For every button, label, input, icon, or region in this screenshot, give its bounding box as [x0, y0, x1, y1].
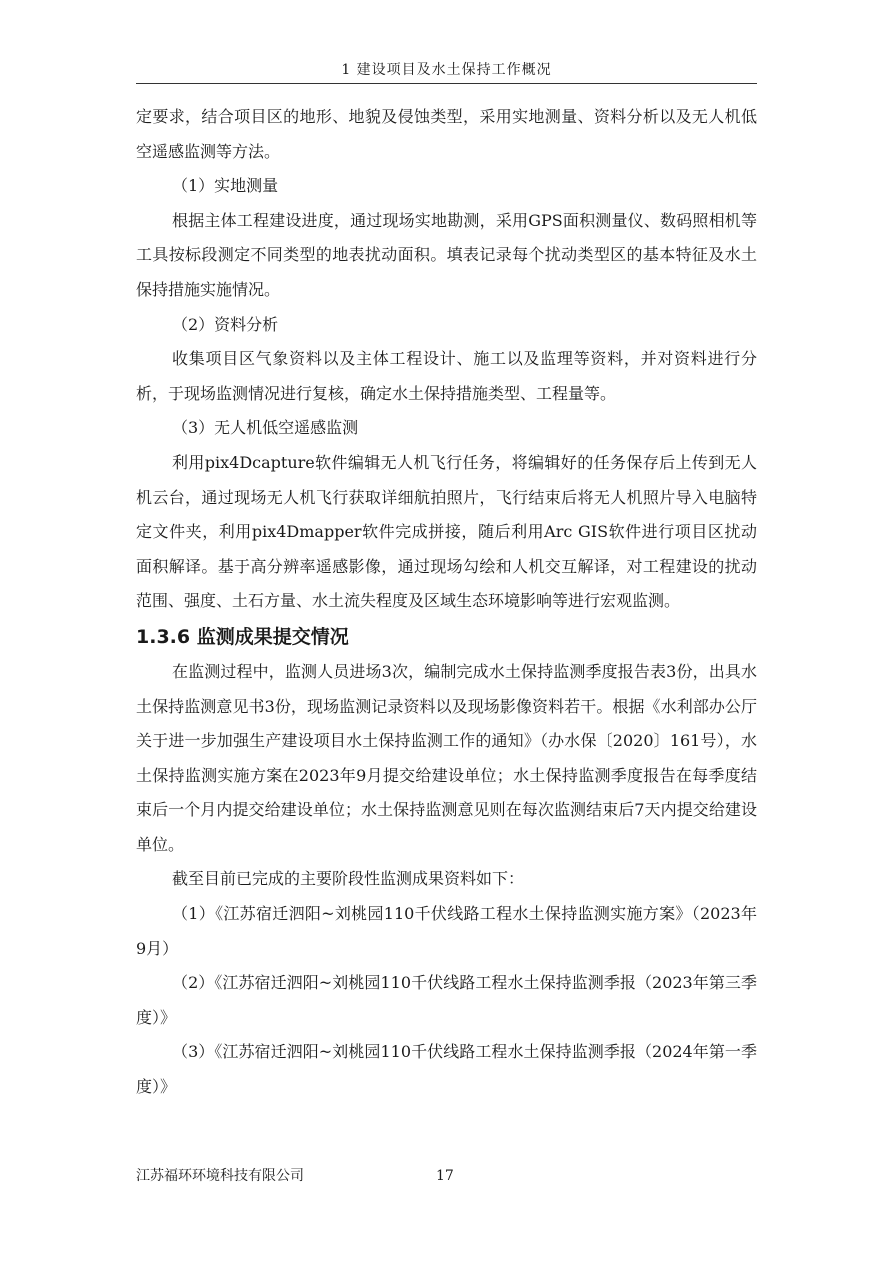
page-number: 17 — [436, 1168, 454, 1184]
result-item: （2）《江苏宿迁泗阳~刘桃园110千伏线路工程水土保持监测季报（2023年第三季度）》 — [136, 973, 757, 1027]
paragraph-submission: 在监测过程中，监测人员进场3次，编制完成水土保持监测季度报告表3份，出具水土保持监测意见书3份，现场监测记录资料以及现场影像资料若干。根据《水利部办公厅关于进一步加强生产建设项目水土保持监测工作的通知》（办水保〔2020〕161号），水土保持监测实施方案在2023年9月提交给建设单位；水土保持监测季度报告在每季度结束后一个月内提交给建设单位；水土保持监测意见则在每次监测结束后7天内提交给建设单位。 — [136, 661, 757, 854]
page-content — [136, 100, 757, 1105]
paragraph-data-analysis: 收集项目区气象资料以及主体工程设计、施工以及监理等资料，并对资料进行分析，于现场监测情况进行复核，确定水土保持措施类型、工程量等。 — [136, 349, 757, 403]
paragraph-drone-monitoring: 利用pix4Dcapture软件编辑无人机飞行任务，将编辑好的任务保存后上传到无人机云台，通过现场无人机飞行获取详细航拍照片，飞行结束后将无人机照片导入电脑特定文件夹，利用pix4Dmapper软件完成拼接，随后利用Arc GIS软件进行项目区扰动面积解译。基于高分辨率遥感影像，通过现场勾绘和人机交互解译，对工程建设的扰动范围、强度、土石方量、水土流失程度及区域生态环境影响等进行宏观监测。 — [136, 452, 757, 611]
item-title-field-survey: （1）实地测量 — [172, 176, 279, 196]
item-title-data-analysis: （2）资料分析 — [172, 314, 279, 334]
result-item: （1）《江苏宿迁泗阳~刘桃园110千伏线路工程水土保持监测实施方案》（2023年9月） — [136, 904, 757, 958]
paragraph-results-intro: 截至目前已完成的主要阶段性监测成果资料如下： — [172, 869, 525, 889]
section-heading: 1.3.6 监测成果提交情况 — [136, 625, 349, 648]
page-header: 1 建设项目及水土保持工作概况 — [341, 62, 552, 78]
header-divider — [136, 83, 757, 84]
item-title-drone-monitoring: （3）无人机低空遥感监测 — [172, 418, 359, 438]
footer-company: 江苏福环环境科技有限公司 — [136, 1168, 304, 1184]
paragraph-field-survey: 根据主体工程建设进度，通过现场实地勘测，采用GPS面积测量仪、数码照相机等工具按标段测定不同类型的地表扰动面积。填表记录每个扰动类型区的基本特征及水土保持措施实施情况。 — [136, 210, 757, 299]
paragraph-methods-intro: 定要求，结合项目区的地形、地貌及侵蚀类型，采用实地测量、资料分析以及无人机低空遥感监测等方法。 — [136, 107, 757, 161]
result-item: （3）《江苏宿迁泗阳~刘桃园110千伏线路工程水土保持监测季报（2024年第一季度）》 — [136, 1042, 757, 1097]
